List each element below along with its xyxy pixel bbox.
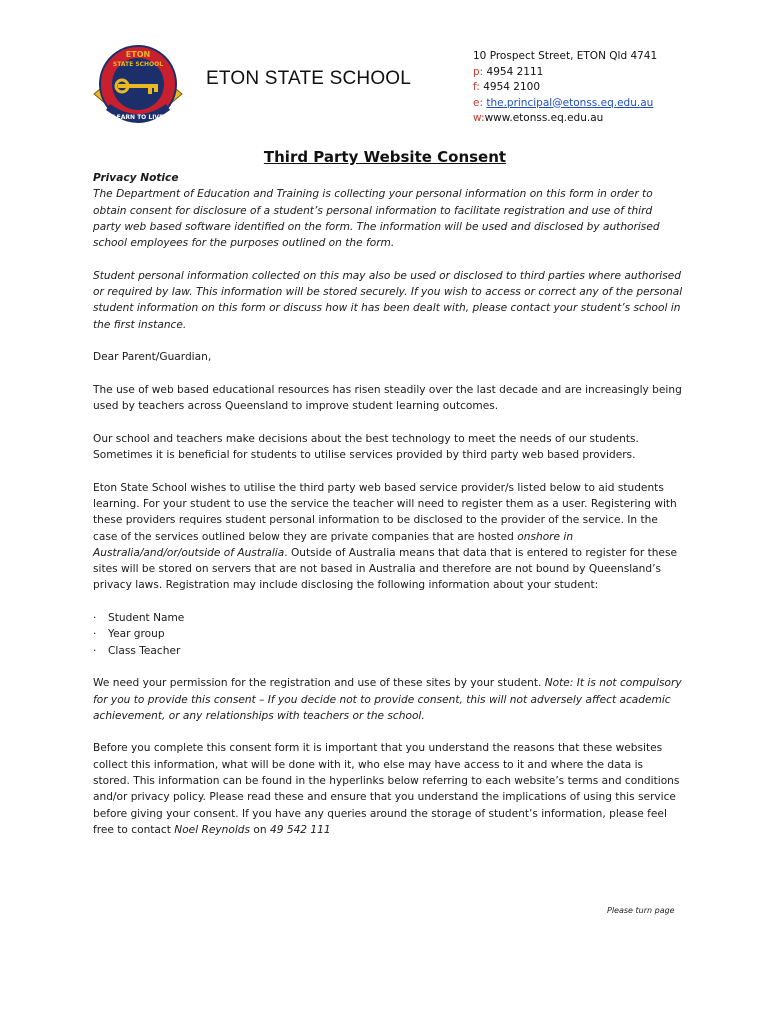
logo-text-middle: STATE SCHOOL: [112, 61, 164, 68]
contact-person-phone: 49 542 111: [269, 823, 331, 836]
privacy-paragraph-2: Student personal information collected on this may also be used or disclosed to third parties where authorised or required by law. This information will be stored securely. If you wish to access or correct any of the personal student information on this form or discuss how it has been dealt with, please contact your student’s school in the first instance.: [93, 269, 683, 331]
list-item-text: Class Teacher: [108, 644, 181, 657]
contact-phone-line: [473, 65, 657, 81]
contact-web-line: [473, 111, 657, 127]
list-item-text: Year group: [108, 628, 165, 641]
school-name: ETON STATE SCHOOL: [206, 68, 412, 89]
student-info-list: [93, 610, 683, 659]
web-label: w:: [473, 112, 485, 124]
letter-paragraph-1: The use of web based educational resources has risen steadily over the last decade and are increasingly being used by teachers across Queensland to improve student learning outcomes.: [93, 383, 682, 413]
contact-address: 10 Prospect Street, ETON Qld 4741: [473, 50, 658, 62]
contact-phone: 4954 2111: [486, 65, 544, 78]
para5-connector: on: [250, 823, 270, 836]
letter-paragraph-3: [93, 480, 683, 594]
bullet: ·: [93, 644, 97, 657]
document-body: [93, 170, 683, 854]
para4-note: Note: It is not compulsory for you to provide this consent – If you decide not to provide consent, this will not adversely affect academic achievement, or any relationships with teachers or the school.: [93, 677, 682, 722]
contact-email-line: [473, 96, 657, 112]
page-footer-note: Please turn page: [607, 906, 675, 915]
para4-text: We need your permission for the registration and use of these sites by your student.: [93, 677, 545, 690]
contact-person-name: Noel Reynolds: [174, 823, 251, 836]
bullet: ·: [93, 612, 97, 625]
privacy-paragraph-1: The Department of Education and Training is collecting your personal information on this form in order to obtain consent for disclosure of a student’s personal information to facilitate registration and use of third party web based software identified on the form. The information will be used and disclosed by authorised school employees for the purposes outlined on the form.: [93, 188, 660, 250]
para3-hosting-location: onshore in Australia/and/or/outside of Australia: [93, 530, 574, 559]
list-item: [93, 643, 683, 659]
list-item: [93, 626, 683, 642]
bullet: ·: [93, 628, 97, 641]
para5-text: Before you complete this consent form it is important that you understand the reasons that these websites collect this information, what will be done with it, who else may have access to it and where the data is stored. This information can be found in the hyperlinks below referring to each website’s terms and conditions and/or privacy policy. Please read these and ensure that you understand the implications of using this service before giving your consent. If you have any queries around the storage of student’s information, please feel free to contact: [93, 742, 680, 836]
letter-paragraph-2: Our school and teachers make decisions about the best technology to meet the needs of our students. Sometimes it is beneficial for students to utilise services provided by third party web based providers.: [93, 432, 639, 462]
school-crest-logo: [92, 42, 184, 130]
contact-fax-line: [473, 80, 657, 96]
fax-label: f:: [473, 81, 480, 93]
contact-block: [473, 49, 657, 127]
page-title: Third Party Website Consent: [263, 148, 507, 166]
email-label: e:: [473, 96, 483, 109]
salutation: Dear Parent/Guardian,: [93, 351, 212, 364]
para3-text-a: Eton State School wishes to utilise the third party web based service provider/s listed below to aid students learning. For your student to use the service the teacher will need to register them as a user. Registering with these providers requires student personal information to be disclosed to the provider of the service. In the case of the services outlined below they are private companies that are hosted: [93, 481, 677, 543]
phone-label: p:: [473, 65, 484, 78]
letter-paragraph-5: [93, 740, 683, 838]
web-address: www.etonss.eq.edu.au: [484, 112, 604, 124]
letter-paragraph-4: [93, 675, 683, 724]
para3-text-b: . Outside of Australia means that data that is entered to register for these sites will be stored on servers that are not based in Australia and therefore are not bound by Queensland’s privacy laws. Registration may include disclosing the following information about your student:: [93, 546, 677, 592]
logo-motto: LEARN TO LIVE: [112, 114, 164, 121]
list-item: [93, 610, 683, 626]
contact-fax: 4954 2100: [483, 81, 540, 93]
list-item-text: Student Name: [108, 612, 185, 625]
email-link[interactable]: the.principal@etonss.eq.edu.au: [486, 96, 654, 109]
logo-text-top: ETON: [125, 50, 151, 59]
privacy-heading: Privacy Notice: [93, 172, 179, 184]
